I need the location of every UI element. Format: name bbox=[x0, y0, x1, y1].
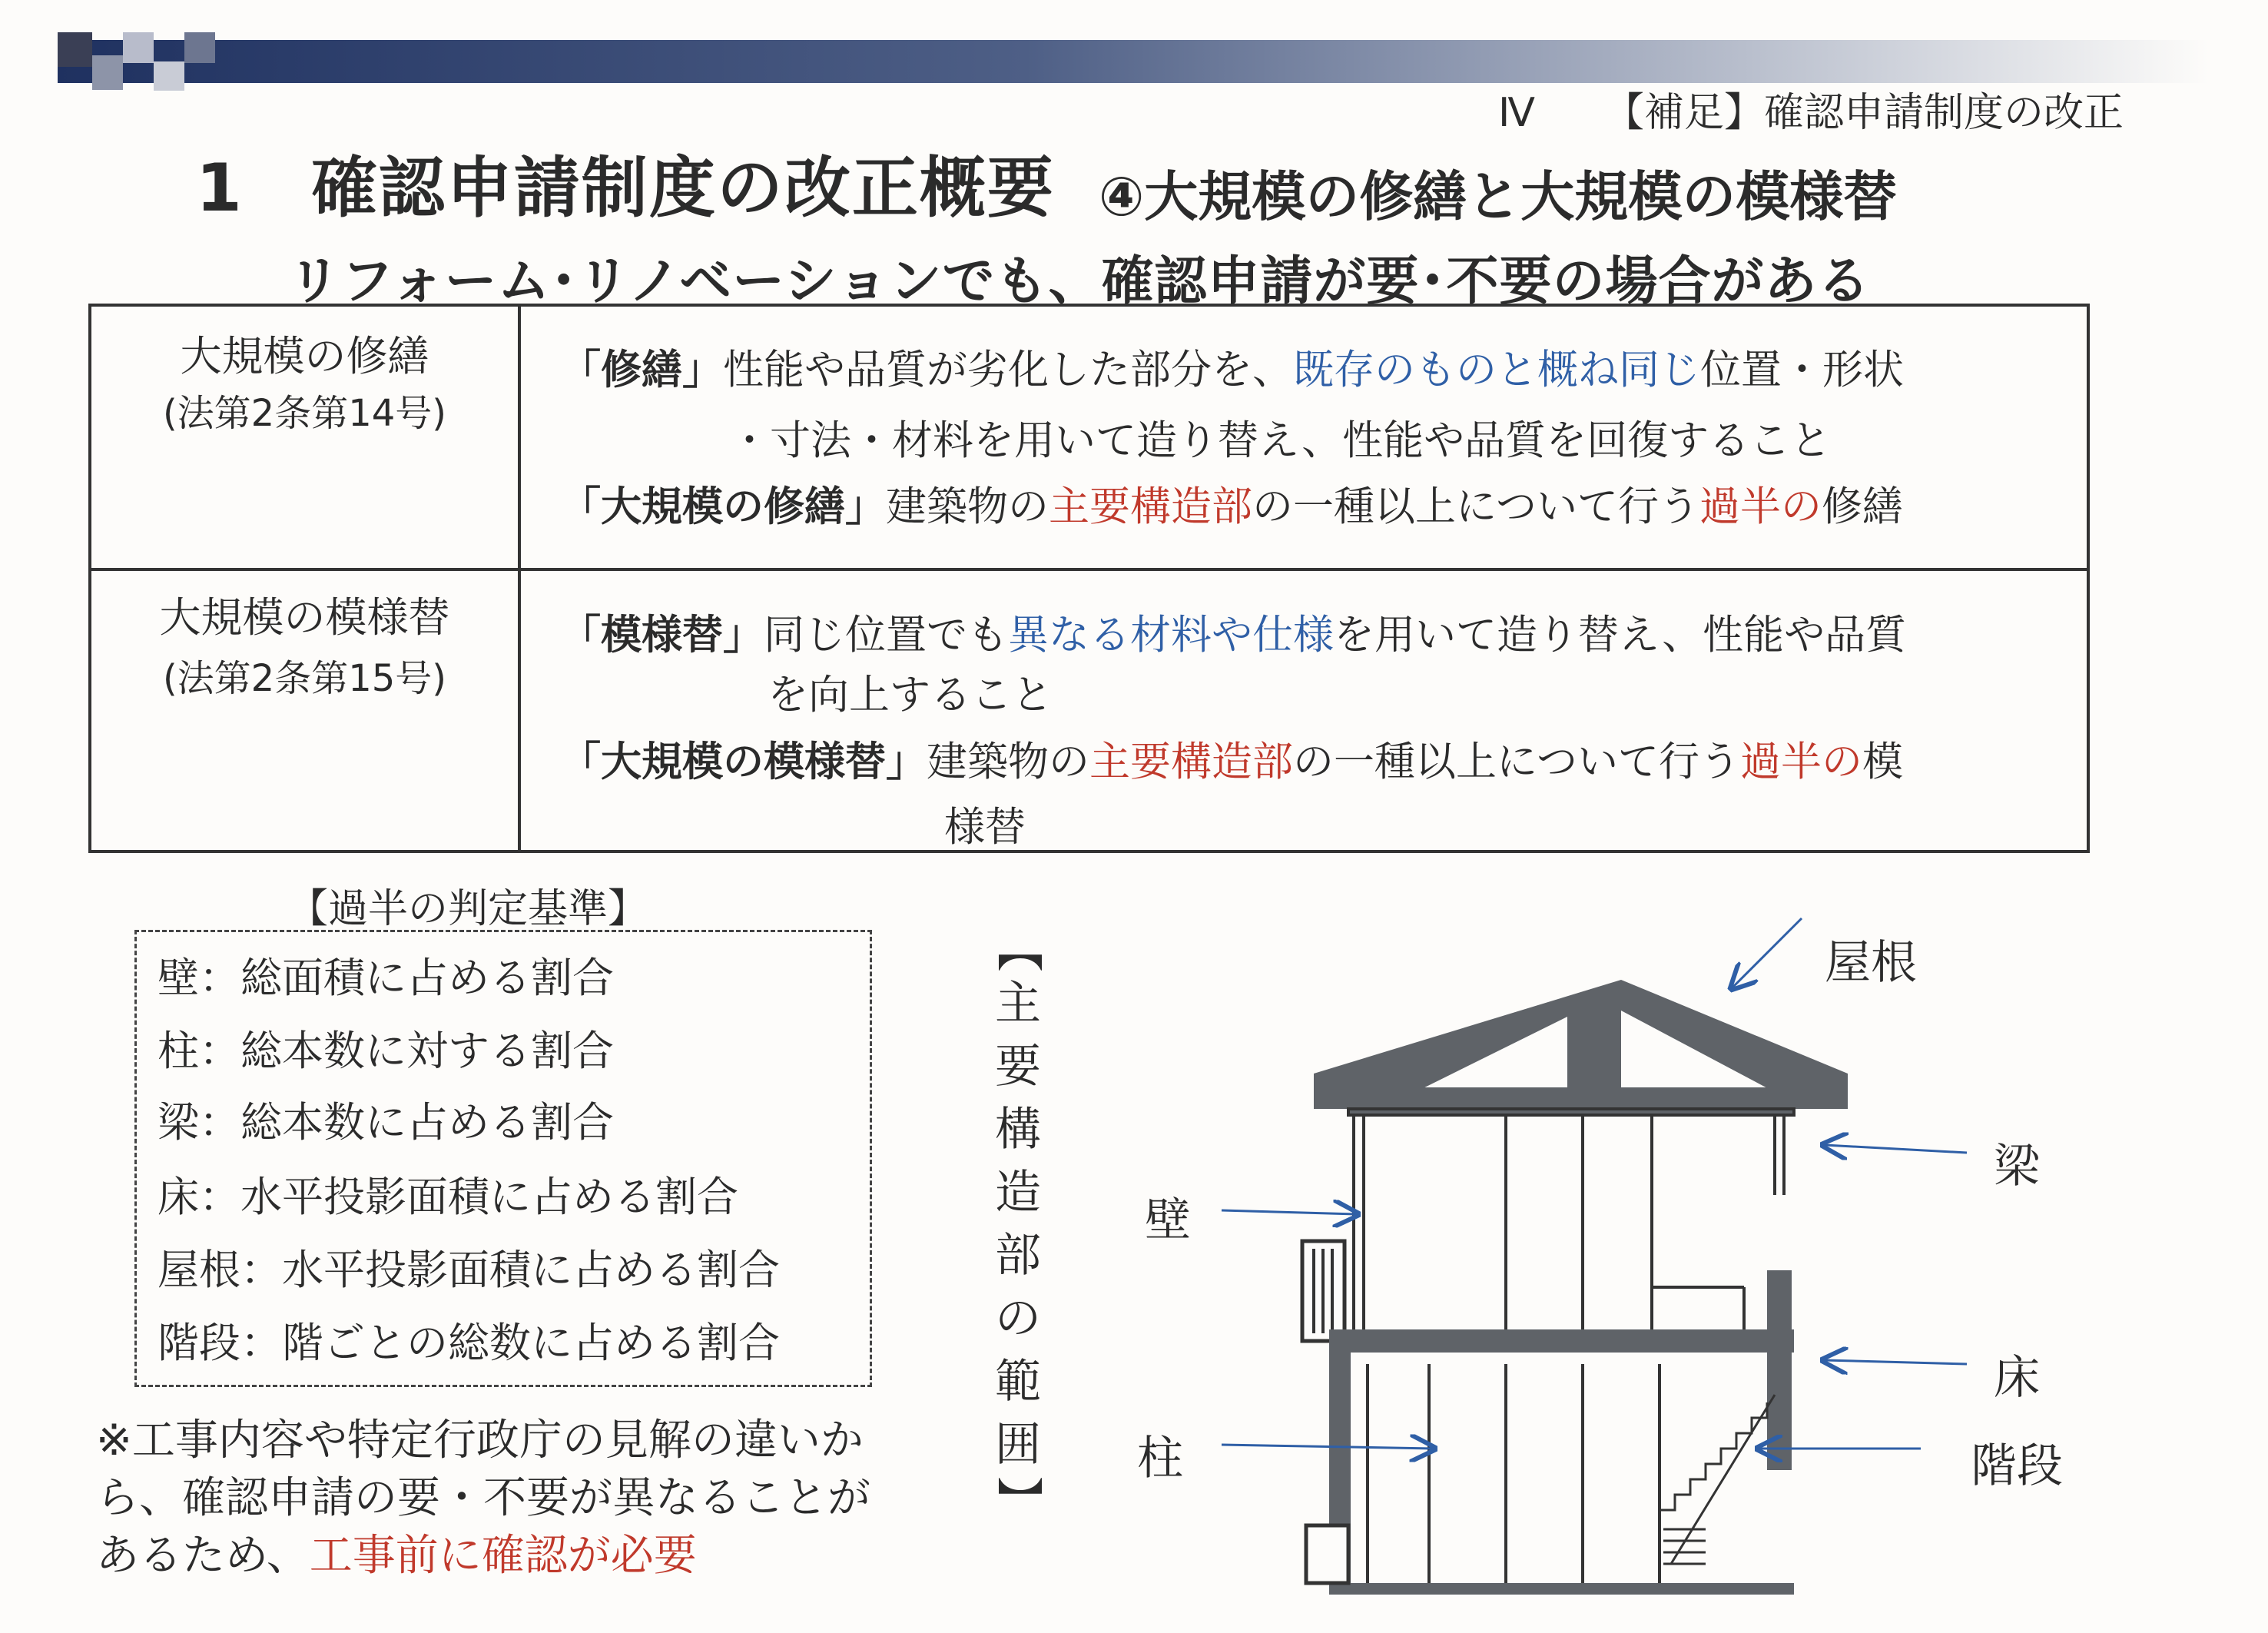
balcony-rail-icon bbox=[1314, 1249, 1332, 1333]
label-beam: 梁 bbox=[1994, 1140, 2040, 1193]
term-large-repair: 大規模の修繕 bbox=[180, 332, 429, 380]
note-line-1: ※工事内容や特定行政庁の見解の違いか bbox=[96, 1416, 864, 1465]
label-floor: 床 bbox=[1994, 1351, 2040, 1405]
law-ref-repair: (法第2条第14号) bbox=[162, 392, 447, 435]
definition-key: 「模様替」 bbox=[560, 612, 764, 659]
criteria-item: 梁：総本数に占める割合 bbox=[158, 1098, 614, 1147]
definition-text: 模 bbox=[1862, 739, 1903, 785]
label-stairs: 階段 bbox=[1971, 1439, 2063, 1493]
floor-slab-icon bbox=[1329, 1329, 1794, 1353]
stairs-icon bbox=[1660, 1395, 1775, 1572]
floor-arrow-icon bbox=[1825, 1360, 1967, 1364]
note-line-3 bbox=[96, 1522, 697, 1583]
highlight-red: 過半の bbox=[1739, 739, 1862, 785]
criteria-title: 【過半の判定基準】 bbox=[288, 886, 648, 932]
definition-text: 同じ位置でも bbox=[764, 612, 1008, 659]
page-subtitle: ④大規模の修繕と大規模の模様替 bbox=[1099, 165, 1898, 228]
definition-text: の一種以上について行う bbox=[1293, 739, 1740, 785]
highlight-red: 過半の bbox=[1699, 483, 1822, 530]
criteria-item: 床：水平投影面積に占める割合 bbox=[158, 1173, 738, 1221]
definition-text: 建築物の bbox=[927, 739, 1089, 785]
definition-repair bbox=[560, 337, 1904, 396]
exterior-wall-icon bbox=[1767, 1270, 1792, 1470]
table-divider-horizontal bbox=[91, 568, 2087, 571]
label-char: 要 bbox=[995, 1040, 1041, 1094]
highlight-red: 主要構造部 bbox=[1049, 483, 1252, 530]
definition-remodel-line2: を向上すること bbox=[768, 672, 1053, 719]
criteria-item: 壁：総面積に占める割合 bbox=[158, 954, 614, 1002]
highlight-blue: 既存のものと概ね同じ bbox=[1293, 347, 1700, 393]
definition-large-remodel-line2: 様替 bbox=[944, 804, 1026, 851]
definition-text: 性能や品質が劣化した部分を、 bbox=[723, 347, 1293, 393]
note-highlight: 工事前に確認が必要 bbox=[309, 1531, 697, 1581]
bracket-open: 【 bbox=[991, 926, 1045, 972]
highlight-red: 主要構造部 bbox=[1089, 739, 1293, 785]
definition-text: を用いて造り替え、性能や品質 bbox=[1334, 612, 1907, 659]
wall-arrow-icon bbox=[1222, 1210, 1356, 1214]
criteria-item: 柱：総本数に対する割合 bbox=[158, 1027, 614, 1075]
definition-repair-line2: ・寸法・材料を用いて造り替え、性能や品質を回復すること bbox=[729, 417, 1832, 464]
label-wall: 壁 bbox=[1145, 1193, 1191, 1247]
lower-floor-icon bbox=[1368, 1364, 1660, 1583]
section-number: Ⅳ bbox=[1498, 90, 1535, 136]
definition-text: の一種以上について行う bbox=[1252, 483, 1699, 530]
column-arrow-icon bbox=[1222, 1445, 1433, 1449]
note-text: あるため、 bbox=[96, 1531, 310, 1581]
foundation-icon bbox=[1329, 1583, 1794, 1595]
definition-key: 「大規模の修繕」 bbox=[560, 483, 886, 530]
label-char: 主 bbox=[995, 977, 1041, 1031]
definition-large-repair bbox=[560, 474, 1903, 533]
step-icon bbox=[1306, 1525, 1348, 1583]
highlight-blue: 異なる材料や仕様 bbox=[1008, 612, 1334, 659]
beam-arrow-icon bbox=[1825, 1145, 1967, 1153]
definitions-table bbox=[88, 304, 2090, 853]
label-char: 造 bbox=[995, 1166, 1041, 1220]
definition-large-remodel bbox=[560, 729, 1903, 788]
definition-key: 「修繕」 bbox=[560, 347, 723, 393]
structure-range-label bbox=[987, 926, 1049, 1522]
upper-floor-icon bbox=[1348, 1109, 1794, 1329]
bracket-close: 】 bbox=[991, 1476, 1045, 1522]
label-char: の bbox=[995, 1292, 1041, 1346]
definition-text: 位置・形状 bbox=[1700, 347, 1904, 393]
criteria-item: 階段：階ごとの総数に占める割合 bbox=[158, 1319, 780, 1367]
label-roof: 屋根 bbox=[1825, 936, 1917, 990]
page-title: 1 確認申請制度の改正概要 bbox=[196, 150, 1055, 227]
definition-key: 「大規模の模様替」 bbox=[560, 739, 927, 785]
table-divider-vertical bbox=[518, 307, 521, 850]
note-line-2: ら、確認申請の要・不要が異なることが bbox=[96, 1473, 870, 1523]
label-char: 部 bbox=[995, 1229, 1041, 1283]
term-large-remodel: 大規模の模様替 bbox=[159, 593, 450, 642]
roof-arrow-icon bbox=[1732, 918, 1802, 987]
chapter-header bbox=[1498, 80, 2124, 138]
label-char: 構 bbox=[995, 1103, 1041, 1157]
law-ref-remodel: (法第2条第15号) bbox=[162, 657, 447, 700]
label-column: 柱 bbox=[1137, 1432, 1183, 1485]
chapter-title: 【補足】確認申請制度の改正 bbox=[1604, 90, 2124, 136]
definition-text: 建築物の bbox=[886, 483, 1049, 530]
definition-remodel bbox=[560, 602, 1906, 661]
lead-text: リフォーム･リノベーションでも、確認申請が要･不要の場合がある bbox=[288, 251, 1871, 312]
definition-text: 修繕 bbox=[1821, 483, 1903, 530]
roof-icon bbox=[1314, 980, 1848, 1109]
label-char: 囲 bbox=[995, 1418, 1041, 1472]
criteria-item: 屋根：水平投影面積に占める割合 bbox=[158, 1246, 780, 1294]
label-char: 範 bbox=[995, 1355, 1041, 1409]
